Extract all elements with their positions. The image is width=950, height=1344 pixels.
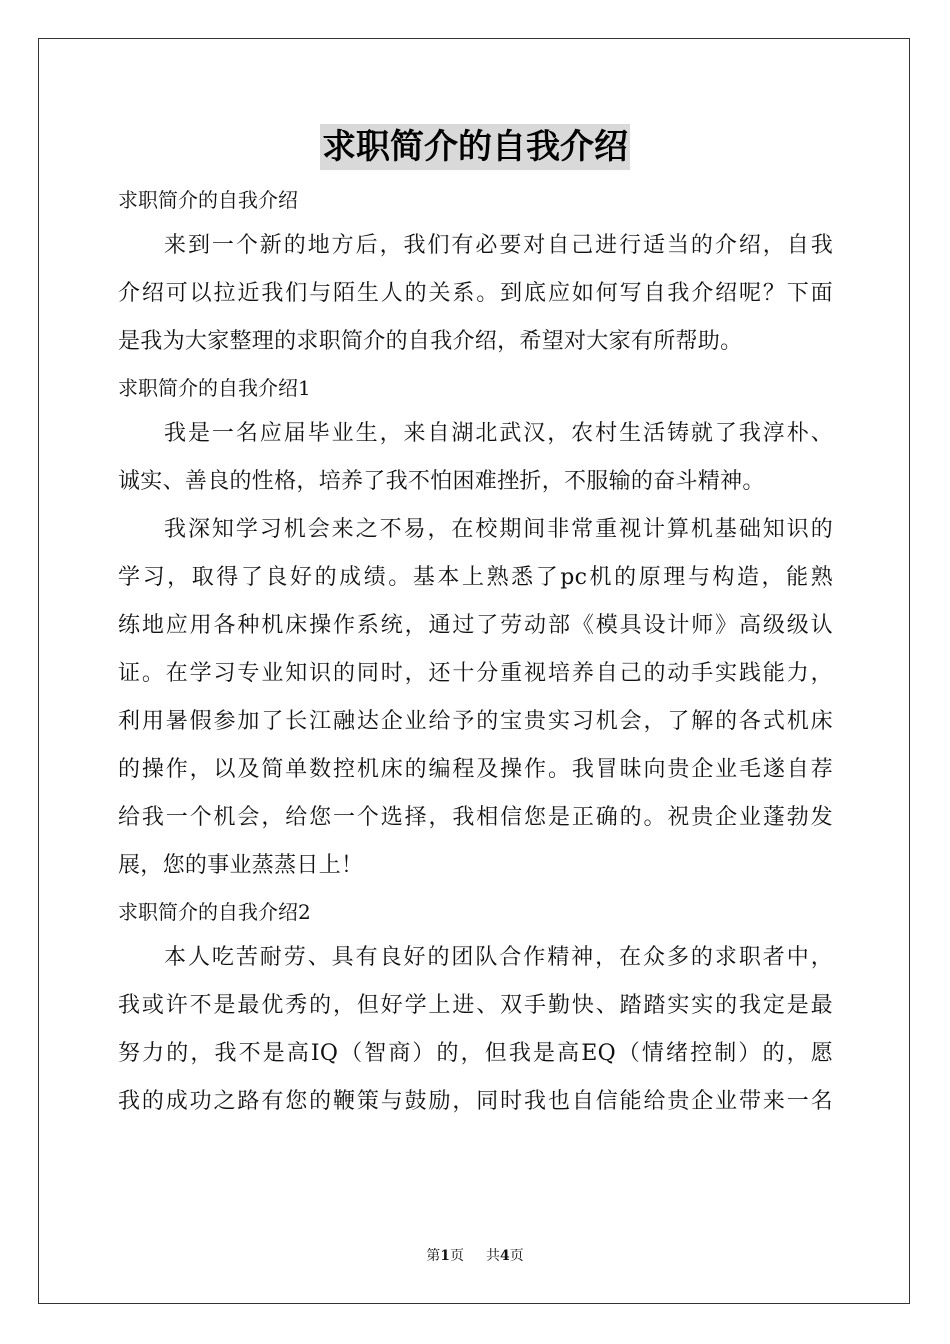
paragraph-line: 诚实、善良的性格，培养了我不怕困难挫折，不服输的奋斗精神。: [118, 469, 765, 494]
page-current: 1: [440, 1248, 450, 1264]
paragraph-line: 学习，取得了良好的成绩。基本上熟悉了pc机的原理与构造，能熟: [118, 565, 833, 590]
paragraph-line: 是我为大家整理的求职简介的自我介绍，希望对大家有所帮助。: [118, 329, 743, 354]
paragraph-line: 练地应用各种机床操作系统，通过了劳动部《模具设计师》高级级认: [118, 613, 833, 638]
section-heading: 求职简介的自我介绍1: [118, 376, 311, 400]
subtitle: 求职简介的自我介绍: [118, 188, 298, 212]
paragraph-line: 努力的，我不是高IQ（智商）的，但我是高EQ（情绪控制）的，愿: [118, 1041, 833, 1066]
section-heading: 求职简介的自我介绍2: [118, 900, 311, 924]
paragraph-line: 展，您的事业蒸蒸日上！: [118, 853, 364, 878]
paragraph-line: 我或许不是最优秀的，但好学上进、双手勤快、踏踏实实的我定是最: [118, 993, 833, 1018]
paragraph-line: 介绍可以拉近我们与陌生人的关系。到底应如何写自我介绍呢？下面: [118, 281, 833, 306]
page-prefix: 第: [426, 1248, 441, 1264]
page-total: 4: [500, 1248, 510, 1264]
paragraph-line: 本人吃苦耐劳、具有良好的团队合作精神，在众多的求职者中，: [164, 945, 833, 970]
total-suffix: 页: [509, 1248, 524, 1264]
paragraph-line: 我是一名应届毕业生，来自湖北武汉，农村生活铸就了我淳朴、: [164, 421, 833, 446]
paragraph-line: 我深知学习机会来之不易，在校期间非常重视计算机基础知识的: [164, 517, 833, 542]
paragraph-line: 给我一个机会，给您一个选择，我相信您是正确的。祝贵企业蓬勃发: [118, 805, 833, 830]
paragraph-line: 来到一个新的地方后，我们有必要对自己进行适当的介绍，自我: [164, 233, 833, 258]
document-body: [118, 178, 833, 1126]
paragraph-line: 我的成功之路有您的鞭策与鼓励，同时我也自信能给贵企业带来一名: [118, 1089, 833, 1114]
page-footer: [0, 1245, 950, 1265]
paragraph-line: 证。在学习专业知识的同时，还十分重视培养自己的动手实践能力，: [118, 661, 833, 686]
document-title: 求职简介的自我介绍: [320, 124, 630, 170]
paragraph-line: 的操作，以及简单数控机床的编程及操作。我冒昧向贵企业毛遂自荐: [118, 757, 833, 782]
total-prefix: 共: [486, 1248, 500, 1264]
paragraph-line: 利用暑假参加了长江融达企业给予的宝贵实习机会，了解的各式机床: [118, 709, 833, 734]
page-suffix: 页: [450, 1248, 464, 1264]
title-container: [0, 124, 950, 170]
